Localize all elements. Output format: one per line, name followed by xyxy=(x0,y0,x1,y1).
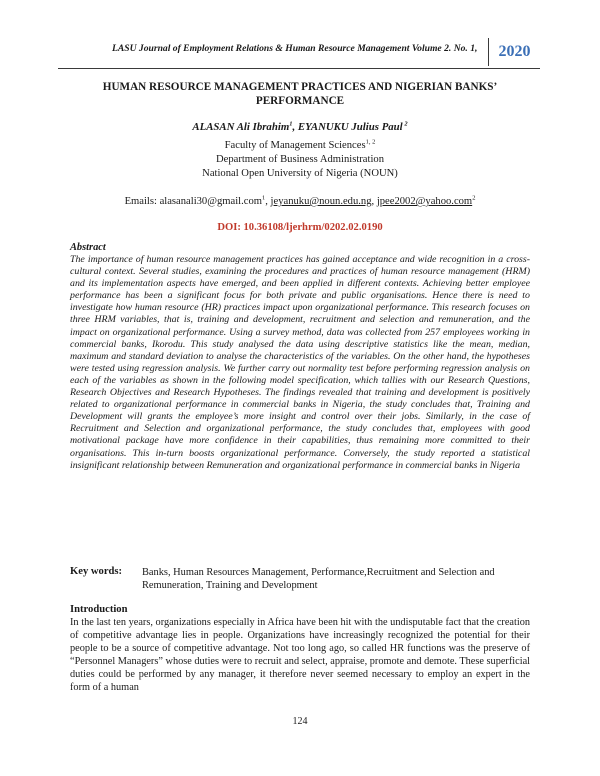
affiliation-faculty xyxy=(70,140,530,151)
faculty-marker: 1, 2 xyxy=(365,138,376,146)
journal-year: 2020 xyxy=(488,38,540,66)
email-label: Emails: xyxy=(124,196,160,207)
email-1-marker: 1 xyxy=(262,194,266,202)
article-title: HUMAN RESOURCE MANAGEMENT PRACTICES AND NIGERIAN BANKS’ PERFORMANCE xyxy=(102,81,498,107)
email-1: alasanali30@gmail.com xyxy=(159,196,262,207)
keywords-list: Banks, Human Resources Management, Performance,Recruitment and Selection and Remuneration, Training and Development xyxy=(142,567,495,591)
abstract-heading: Abstract xyxy=(70,242,106,253)
introduction-heading: Introduction xyxy=(70,604,128,615)
doi-link[interactable]: DOI: 10.36108/ljerhrm/0202.02.0190 xyxy=(217,222,383,233)
email-3-marker: 2 xyxy=(472,194,476,202)
author-1-name: ALASAN Ali Ibrahim xyxy=(192,121,290,133)
email-line xyxy=(70,196,530,207)
affiliation-university: National Open University of Nigeria (NOUN) xyxy=(202,168,398,179)
faculty-name: Faculty of Management Sciences xyxy=(224,140,366,151)
author-2-marker: 2 xyxy=(402,120,408,128)
email-separator-1: , xyxy=(265,196,271,207)
page-number: 124 xyxy=(292,716,308,727)
introduction-text: In the last ten years, organizations especially in Africa have been hit with the undisputable fact that the creation of competitive advantage lies in people. Organizations have increasingly recognized the potential for their people to be a source of competitive advantage. Not too long ago, so called HR functions was the preserve of “Personnel Managers” whose duties were to recruit and select, appraise, promote and demote. These superficial duties could be performed by any manager, it therefore never seemed necessary to employ an expert in the form of a human xyxy=(70,617,530,693)
author-1-marker: 1 xyxy=(289,120,293,128)
email-3-link[interactable]: jpee2002@yahoo.com xyxy=(376,196,473,207)
affiliation-department: Department of Business Administration xyxy=(215,154,384,165)
running-header xyxy=(58,38,540,69)
author-line xyxy=(70,121,530,133)
email-2-link[interactable]: jeyanuku@noun.edu.ng xyxy=(270,196,372,207)
keywords-label: Key words: xyxy=(70,566,123,577)
journal-name: LASU Journal of Employment Relations & Human Resource Management Volume 2. No. 1, xyxy=(112,43,478,54)
email-separator-2: , xyxy=(371,196,377,207)
author-2-name: EYANUKU Julius Paul xyxy=(297,121,403,133)
abstract-text: The importance of human resource management practices has gained acceptance and wide recognition in a cross-cultural context. Several studies, examining the procedures and practices of human resource management (HRM) and its implementation aspects have emerged, and been applied in different contexts. Achieving better employee performance has been a significant focus for both private and public organisations. Hence there is need to investigate how human resource (HR) practices impact upon organizational performance. This research focuses on three HRM variables, that is, training and development, recruitment and selection and remuneration, and the impact on organizational performance. Using a survey method, data was collected from 257 employees working in commercial banks, Ikorodu. This study analysed the data using descriptive statistics like the mean, median, maximum and standard deviation to analyse the characteristics of the variables. On the other hand, the hypotheses were tested using regression analysis. We further carry out normality test before performing regression analysis on each of the variables as shown in the following model specification, which tallies with our Research Questions, Research Objectives and Research Hypotheses. The findings revealed that training and development is positively related to organizational performance in commercial banks in Nigeria, the study concludes that, Training and Development will grants the employee’s more insight and control over their jobs. Similarly, in the case of Recruitment and Selection and organizational performance, the study concludes that, employees with good motivational package have more confidence in their capabilities, thus remaining more committed to their organisations. This in-turn boosts organizational performance. Conversely, the study reported a statistical insignificant relationship between Remuneration and organizational performance in commercial banks in Nigeria xyxy=(70,254,530,471)
author-separator: , xyxy=(292,121,298,133)
